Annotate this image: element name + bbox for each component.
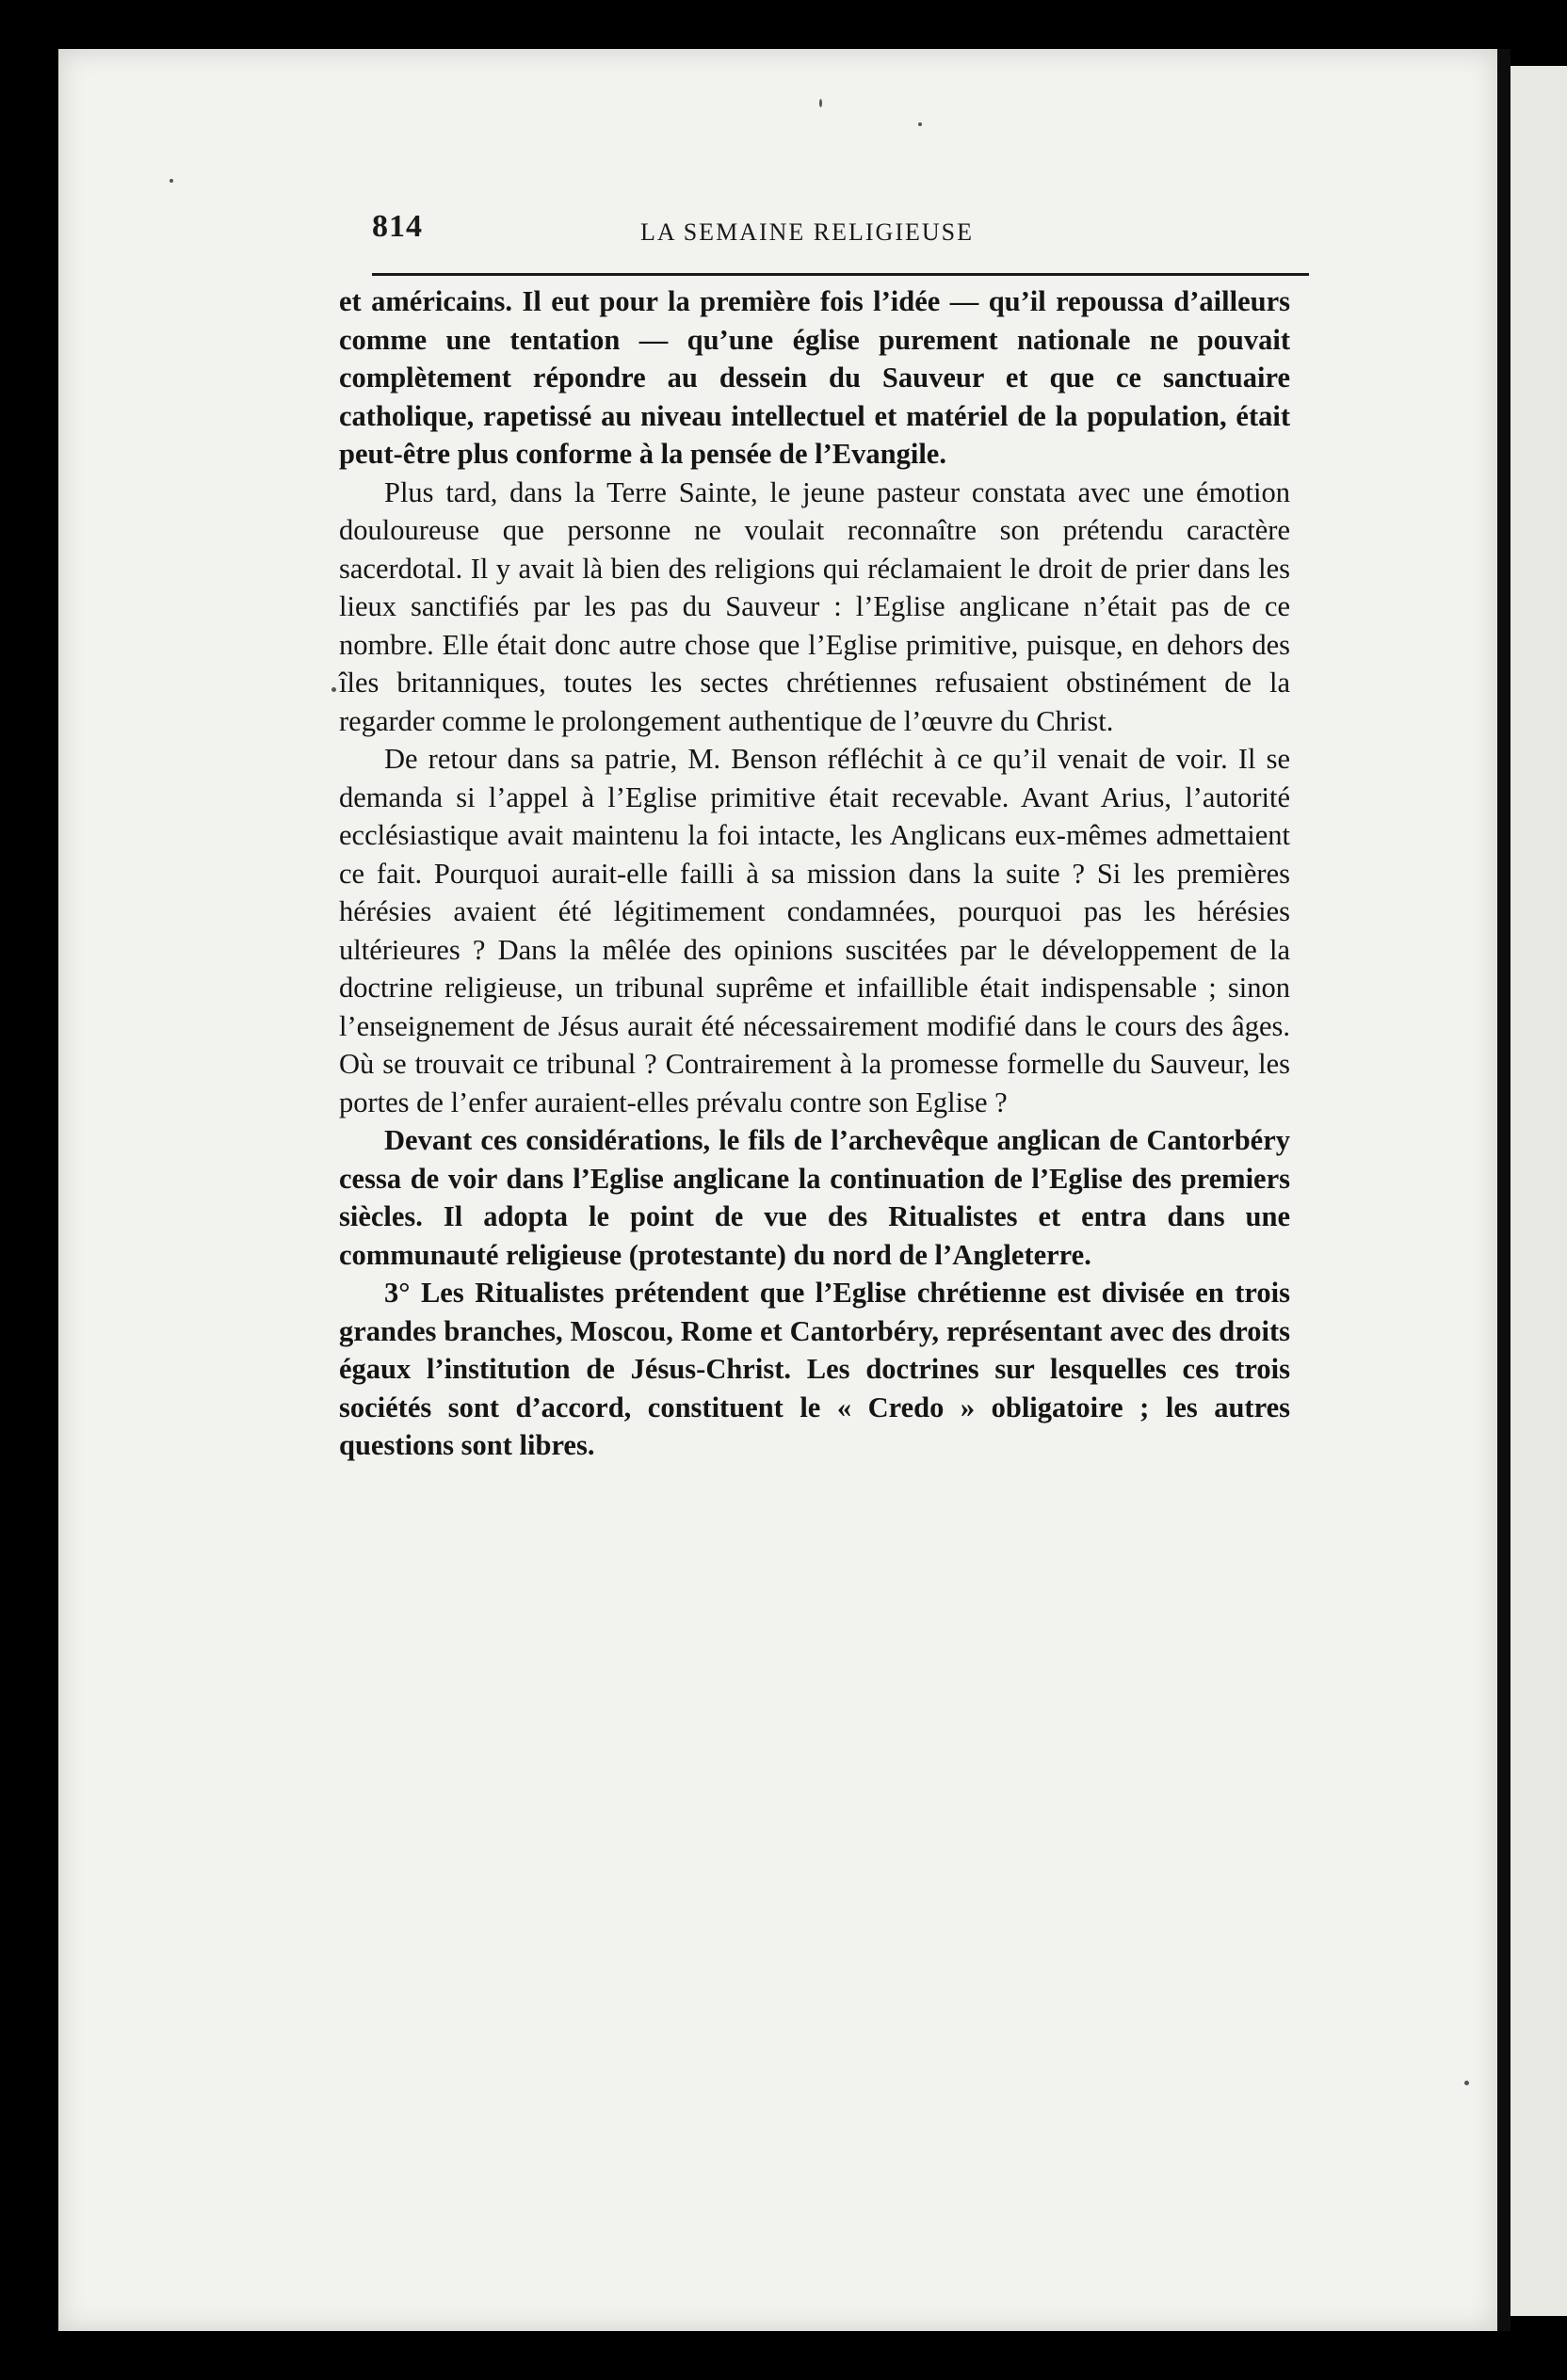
page-gutter-shadow (1497, 49, 1510, 2331)
paragraph: Plus tard, dans la Terre Sainte, le jeune pasteur constata avec une émotion douloureuse que personne ne voulait reconnaître son prétendu caractère sacerdotal. Il y avait là bien des religions qui réclamaient le droit de prier dans les lieux sanctifiés par les pas du Sauveur : l’Eglise anglicane n’était pas de ce nombre. Elle était donc autre chose que l’Eglise primitive, puisque, en dehors des îles britanniques, toutes les sectes chrétiennes refusaient obstinément de la regarder comme le prolongement authentique de l’œuvre du Christ. (339, 475, 1290, 737)
adjacent-page-edge (1510, 66, 1567, 2316)
paragraph: et américains. Il eut pour la première fois l’idée — qu’il repoussa d’ailleurs comme une tentation — qu’une église purement nationale ne pouvait complètement répondre au dessein du Sauveur et que ce sanctuaire catholique, rapetissé au niveau intellectuel et matériel de la population, était peut-être plus conforme à la pensée de l’Evangile. (339, 285, 1290, 470)
journal-title: LA SEMAINE RELIGIEUSE (640, 218, 974, 246)
body-text (339, 282, 1290, 1465)
scan-speck (918, 122, 922, 126)
running-head (372, 209, 1314, 247)
header-rule (372, 273, 1309, 276)
paragraph: 3° Les Ritualistes prétendent que l’Eglise chrétienne est divisée en trois grandes branches, Moscou, Rome et Cantorbéry, représentant avec des droits égaux l’institution de Jésus-Christ. Les doctrines sur lesquelles ces trois sociétés sont d’accord, constituent le « Credo » obligatoire ; les autres questions sont libres. (339, 1277, 1290, 1461)
paragraph: De retour dans sa patrie, M. Benson réfléchit à ce qu’il venait de voir. Il se demanda si l’appel à l’Eglise primitive était recevable. Avant Arius, l’autorité ecclésiastique avait maintenu la foi intacte, les Anglicans eux-mêmes admettaient ce fait. Pourquoi aurait-elle failli à sa mission dans la suite ? Si les premières hérésies avaient été légitimement condamnées, pourquoi pas les hérésies ultérieures ? Dans la mêlée des opinions suscitées par le développement de la doctrine religieuse, un tribunal suprême et infaillible était indispensable ; sinon l’enseignement de Jésus aurait été nécessairement modifié dans le cours des âges. Où se trouvait ce tribunal ? Contrairement à la promesse formelle du Sauveur, les portes de l’enfer auraient-elles prévalu contre son Eglise ? (339, 743, 1290, 1118)
page-number: 814 (372, 209, 423, 244)
scan-speck (819, 99, 822, 107)
scan-speck (1464, 2081, 1469, 2085)
paragraph: Devant ces considérations, le fils de l’archevêque anglican de Cantorbéry cessa de voir dans l’Eglise anglicane la continuation de l’Eglise des premiers siècles. Il adopta le point de vue des Ritualistes et entra dans une communauté religieuse (protestante) du nord de l’Angleterre. (339, 1124, 1290, 1271)
scan-speck (331, 687, 336, 692)
scan-speck (170, 179, 173, 183)
